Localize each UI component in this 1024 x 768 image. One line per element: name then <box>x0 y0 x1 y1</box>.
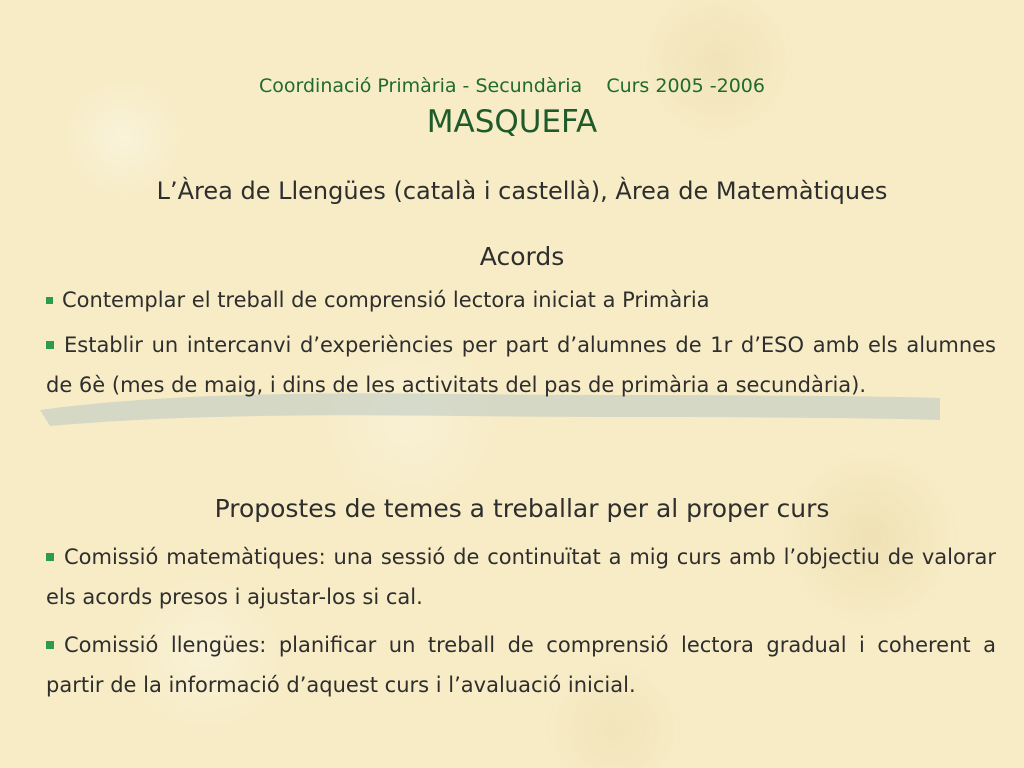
list-item <box>46 325 996 405</box>
bullet-square-icon <box>46 341 54 349</box>
list-item-text: Comissió llengües: planificar un treball de comprensió lectora gradual i coherent a partir de la informació d’aquest curs i l’avaluació inicial. <box>46 633 996 697</box>
list-item-text: Contemplar el treball de comprensió lectora iniciat a Primària <box>62 288 710 312</box>
list-item <box>46 280 996 320</box>
header-line: Coordinació Primària - Secundària Curs 2005 -2006 <box>259 75 765 97</box>
section-heading-acords: Acords <box>479 242 565 271</box>
list-item <box>46 625 996 705</box>
list-item-text: Establir un intercanvi d’experiències per part d’alumnes de 1r d’ESO amb els alumnes de 6è (mes de maig, i dins de les activitats del pas de primària a secundària). <box>46 333 996 397</box>
section-heading-propostes: Propostes de temes a treballar per al proper curs <box>214 494 830 523</box>
bullet-square-icon <box>46 553 54 561</box>
subtitle: L’Àrea de Llengües (català i castellà), Àrea de Matemàtiques <box>156 177 888 205</box>
bullet-square-icon <box>46 641 54 649</box>
list-item <box>46 537 996 617</box>
bullet-square-icon <box>46 297 53 304</box>
list-item-text: Comissió matemàtiques: una sessió de continuïtat a mig curs amb l’objectiu de valorar els acords presos i ajustar-los si cal. <box>46 545 996 609</box>
page-title: MASQUEFA <box>426 104 598 140</box>
